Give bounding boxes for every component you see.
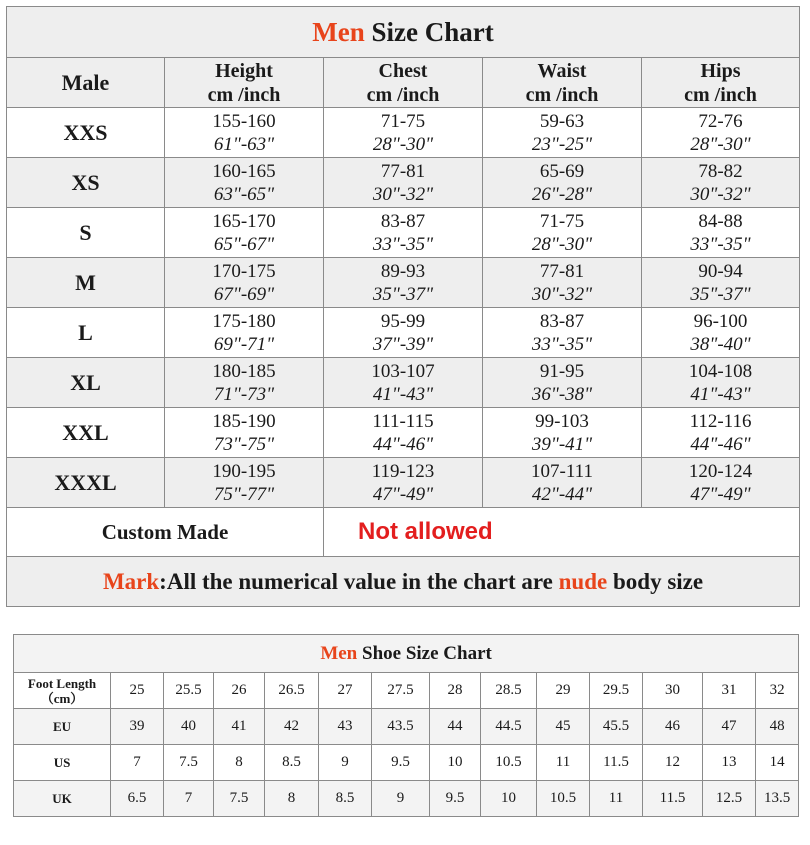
cm-value: 170-175 <box>212 260 276 282</box>
measurement-cell <box>483 158 642 208</box>
shoe-chart-title-accent: Men <box>320 642 358 664</box>
inch-value: 37"-39" <box>372 333 434 355</box>
inch-value: 47"-49" <box>372 483 434 505</box>
size-label: XXXL <box>7 458 165 508</box>
note-accent-mark: Mark <box>102 568 160 594</box>
shoe-row <box>14 745 799 781</box>
cm-value: 165-170 <box>212 210 276 232</box>
height-column-header <box>165 58 324 108</box>
shoe-size-cell: 12 <box>643 745 703 781</box>
measurement-cell <box>642 458 800 508</box>
inch-value: 73"-75" <box>213 433 275 455</box>
measurement-cell <box>483 108 642 158</box>
inch-value: 30"-32" <box>372 183 434 205</box>
inch-value: 30"-32" <box>531 283 593 305</box>
cm-value: 119-123 <box>371 460 435 482</box>
cm-value: 72-76 <box>698 110 743 132</box>
inch-value: 35"-37" <box>690 283 751 305</box>
cm-value: 112-116 <box>689 410 752 432</box>
shoe-size-cell: 26 <box>214 673 265 709</box>
size-label: XXS <box>7 108 165 158</box>
men-size-chart-table <box>6 6 800 607</box>
cm-value: 77-81 <box>539 260 585 282</box>
shoe-size-cell: 7.5 <box>214 781 265 817</box>
shoe-size-cell: 39 <box>111 709 164 745</box>
inch-value: 75"-77" <box>213 483 275 505</box>
measurement-cell <box>642 108 800 158</box>
header-unit: cm /inch <box>207 83 281 106</box>
size-label: L <box>7 308 165 358</box>
cm-value: 65-69 <box>539 160 585 182</box>
shoe-size-cell: 11 <box>590 781 643 817</box>
measurement-cell <box>642 308 800 358</box>
measurement-cell <box>483 458 642 508</box>
shoe-size-cell: 13.5 <box>756 781 799 817</box>
inch-value: 63"-65" <box>213 183 275 205</box>
shoe-size-cell: 28.5 <box>481 673 537 709</box>
measurement-cell <box>642 358 800 408</box>
size-label: XXL <box>7 408 165 458</box>
cm-value: 155-160 <box>212 110 276 132</box>
cm-value: 90-94 <box>698 260 743 282</box>
shoe-size-cell: 12.5 <box>703 781 756 817</box>
cm-value: 160-165 <box>212 160 276 182</box>
inch-value: 36"-38" <box>531 383 593 405</box>
measurement-cell <box>165 258 324 308</box>
shoe-size-cell: 45 <box>537 709 590 745</box>
inch-value: 69"-71" <box>213 333 275 355</box>
shoe-size-cell: 47 <box>703 709 756 745</box>
shoe-size-cell: 10.5 <box>481 745 537 781</box>
measurement-cell <box>324 208 483 258</box>
cm-value: 83-87 <box>539 310 585 332</box>
inch-value: 41"-43" <box>690 383 751 405</box>
chest-column-header <box>324 58 483 108</box>
shoe-row-label <box>14 745 111 781</box>
shoe-size-cell: 10.5 <box>537 781 590 817</box>
shoe-size-cell: 45.5 <box>590 709 643 745</box>
inch-value: 47"-49" <box>690 483 751 505</box>
measurement-cell <box>324 358 483 408</box>
measurement-cell <box>642 208 800 258</box>
measurement-cell <box>324 258 483 308</box>
inch-value: 71"-73" <box>213 383 275 405</box>
shoe-size-cell: 25.5 <box>164 673 214 709</box>
measurement-cell <box>165 308 324 358</box>
measurement-cell <box>165 408 324 458</box>
cm-value: 59-63 <box>539 110 585 132</box>
shoe-size-cell: 29 <box>537 673 590 709</box>
shoe-row-label <box>14 781 111 817</box>
shoe-size-cell: 8.5 <box>319 781 372 817</box>
size-label: XS <box>7 158 165 208</box>
inch-value: 28"-30" <box>372 133 434 155</box>
measurement-cell <box>165 208 324 258</box>
inch-value: 38"-40" <box>690 333 751 355</box>
shoe-row <box>14 673 799 709</box>
size-row <box>7 108 800 158</box>
custom-made-label: Custom Made <box>7 508 324 557</box>
shoe-row-label-text: US <box>53 755 71 770</box>
cm-value: 175-180 <box>212 310 276 332</box>
measurement-cell <box>324 308 483 358</box>
measurement-cell <box>324 108 483 158</box>
header-unit: cm /inch <box>366 83 440 106</box>
header-unit: cm /inch <box>684 83 757 106</box>
shoe-size-cell: 48 <box>756 709 799 745</box>
shoe-size-cell: 13 <box>703 745 756 781</box>
cm-value: 111-115 <box>372 410 434 432</box>
inch-value: 67"-69" <box>213 283 275 305</box>
shoe-row <box>14 709 799 745</box>
shoe-size-cell: 27 <box>319 673 372 709</box>
hips-column-header <box>642 58 800 108</box>
shoe-size-cell: 11.5 <box>643 781 703 817</box>
inch-value: 28"-30" <box>690 133 751 155</box>
header-name: Hips <box>700 59 741 82</box>
shoe-row-label <box>14 673 111 709</box>
shoe-row-label-text: UK <box>52 791 72 806</box>
cm-value: 185-190 <box>212 410 276 432</box>
note-text-1: :All the numerical value in the chart are <box>159 568 559 594</box>
cm-value: 99-103 <box>535 410 589 432</box>
shoe-chart-title <box>14 635 799 673</box>
shoe-size-cell: 6.5 <box>111 781 164 817</box>
shoe-size-cell: 32 <box>756 673 799 709</box>
shoe-row-label-text: Foot Length <box>27 675 97 691</box>
cm-value: 104-108 <box>688 360 753 382</box>
cm-value: 71-75 <box>539 210 585 232</box>
shoe-size-cell: 43 <box>319 709 372 745</box>
size-chart-title-accent: Men <box>312 16 365 47</box>
size-label: S <box>7 208 165 258</box>
shoe-size-cell: 9.5 <box>372 745 430 781</box>
shoe-size-cell: 43.5 <box>372 709 430 745</box>
shoe-size-cell: 9 <box>319 745 372 781</box>
shoe-size-cell: 42 <box>265 709 319 745</box>
measurement-cell <box>324 458 483 508</box>
note-accent-nude: nude <box>558 568 608 594</box>
header-name: Waist <box>537 59 587 82</box>
measurement-cell <box>483 208 642 258</box>
size-row <box>7 358 800 408</box>
shoe-size-cell: 27.5 <box>372 673 430 709</box>
cm-value: 84-88 <box>698 210 743 232</box>
inch-value: 23"-25" <box>531 133 593 155</box>
cm-value: 78-82 <box>698 160 743 182</box>
size-label: M <box>7 258 165 308</box>
shoe-size-cell: 14 <box>756 745 799 781</box>
cm-value: 71-75 <box>380 110 426 132</box>
measurement-cell <box>165 358 324 408</box>
shoe-rows <box>14 673 799 817</box>
note-text-2: body size <box>607 568 704 594</box>
male-column-header: Male <box>7 58 165 108</box>
shoe-size-cell: 44.5 <box>481 709 537 745</box>
size-row <box>7 258 800 308</box>
shoe-row-label-text: EU <box>52 719 72 734</box>
header-name: Height <box>215 59 273 82</box>
measurement-cell <box>483 308 642 358</box>
shoe-size-cell: 8.5 <box>265 745 319 781</box>
measurement-cell <box>165 108 324 158</box>
shoe-row-label-unit: （cm） <box>40 690 84 706</box>
size-row <box>7 458 800 508</box>
shoe-size-cell: 28 <box>430 673 481 709</box>
size-chart-note <box>7 557 800 607</box>
inch-value: 44"-46" <box>690 433 751 455</box>
custom-made-value: Not allowed <box>324 508 800 557</box>
cm-value: 107-111 <box>531 460 593 482</box>
shoe-chart-title-rest: Shoe Size Chart <box>357 642 492 664</box>
cm-value: 120-124 <box>688 460 753 482</box>
inch-value: 33"-35" <box>372 233 434 255</box>
shoe-size-cell: 7 <box>111 745 164 781</box>
inch-value: 35"-37" <box>372 283 434 305</box>
shoe-size-cell: 7 <box>164 781 214 817</box>
inch-value: 61"-63" <box>213 133 275 155</box>
measurement-cell <box>642 408 800 458</box>
shoe-size-cell: 9 <box>372 781 430 817</box>
shoe-size-cell: 30 <box>643 673 703 709</box>
size-row <box>7 408 800 458</box>
cm-value: 83-87 <box>380 210 426 232</box>
cm-value: 89-93 <box>380 260 426 282</box>
cm-value: 180-185 <box>212 360 276 382</box>
shoe-row-label <box>14 709 111 745</box>
shoe-size-cell: 40 <box>164 709 214 745</box>
measurement-cell <box>165 158 324 208</box>
inch-value: 65"-67" <box>213 233 275 255</box>
cm-value: 103-107 <box>371 360 435 382</box>
men-shoe-size-chart-table <box>13 634 799 817</box>
measurement-cell <box>642 158 800 208</box>
cm-value: 96-100 <box>693 310 748 332</box>
inch-value: 26"-28" <box>531 183 593 205</box>
measurement-cell <box>324 408 483 458</box>
size-row <box>7 308 800 358</box>
shoe-row <box>14 781 799 817</box>
size-chart-title <box>7 7 800 58</box>
inch-value: 42"-44" <box>531 483 593 505</box>
shoe-size-cell: 7.5 <box>164 745 214 781</box>
shoe-size-cell: 11 <box>537 745 590 781</box>
measurement-cell <box>483 258 642 308</box>
shoe-size-cell: 44 <box>430 709 481 745</box>
inch-value: 28"-30" <box>531 233 593 255</box>
shoe-size-cell: 31 <box>703 673 756 709</box>
shoe-size-cell: 26.5 <box>265 673 319 709</box>
shoe-size-cell: 10 <box>430 745 481 781</box>
measurement-cell <box>483 408 642 458</box>
size-label: XL <box>7 358 165 408</box>
header-name: Chest <box>378 59 428 82</box>
inch-value: 44"-46" <box>372 433 434 455</box>
shoe-size-cell: 11.5 <box>590 745 643 781</box>
measurement-cell <box>165 458 324 508</box>
inch-value: 39"-41" <box>531 433 593 455</box>
measurement-cell <box>483 358 642 408</box>
inch-value: 33"-35" <box>531 333 593 355</box>
cm-value: 190-195 <box>212 460 276 482</box>
shoe-size-cell: 8 <box>265 781 319 817</box>
shoe-size-cell: 8 <box>214 745 265 781</box>
shoe-size-cell: 46 <box>643 709 703 745</box>
shoe-size-cell: 41 <box>214 709 265 745</box>
size-row <box>7 208 800 258</box>
shoe-size-cell: 29.5 <box>590 673 643 709</box>
size-rows <box>7 108 800 508</box>
size-chart-title-rest: Size Chart <box>364 16 494 47</box>
shoe-size-cell: 25 <box>111 673 164 709</box>
size-row <box>7 158 800 208</box>
header-unit: cm /inch <box>525 83 599 106</box>
measurement-cell <box>642 258 800 308</box>
cm-value: 95-99 <box>380 310 426 332</box>
inch-value: 30"-32" <box>690 183 751 205</box>
measurement-cell <box>324 158 483 208</box>
inch-value: 33"-35" <box>690 233 751 255</box>
cm-value: 77-81 <box>380 160 426 182</box>
shoe-size-cell: 9.5 <box>430 781 481 817</box>
cm-value: 91-95 <box>539 360 585 382</box>
waist-column-header <box>483 58 642 108</box>
inch-value: 41"-43" <box>372 383 434 405</box>
shoe-size-cell: 10 <box>481 781 537 817</box>
